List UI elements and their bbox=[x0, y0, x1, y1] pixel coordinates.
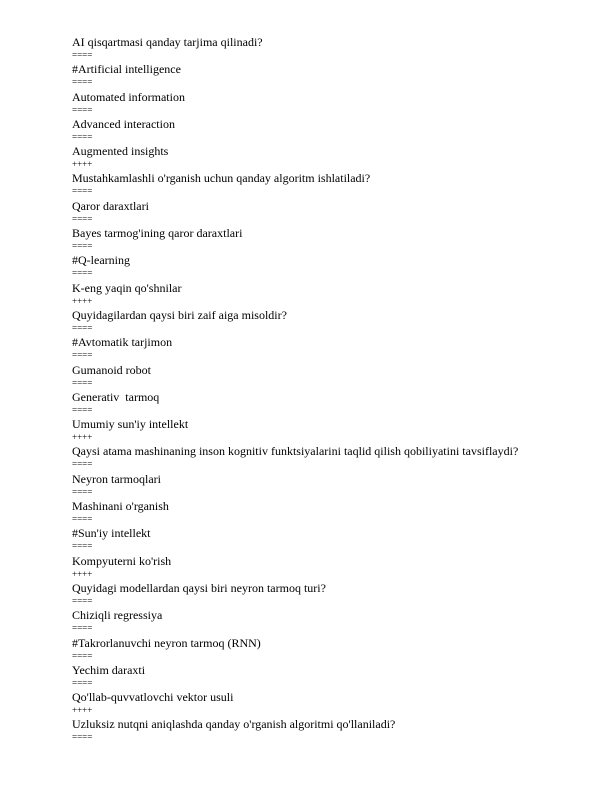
text-line: #Q-learning bbox=[72, 253, 130, 268]
option-separator: ==== bbox=[72, 131, 93, 142]
option-separator: ==== bbox=[72, 623, 93, 634]
option-separator: ==== bbox=[72, 732, 93, 743]
option-separator: ==== bbox=[72, 186, 93, 197]
text-line: Generativ tarmoq bbox=[72, 389, 160, 404]
text-line: Automated information bbox=[72, 89, 185, 104]
question-separator: ++++ bbox=[72, 295, 93, 306]
option-separator: ==== bbox=[72, 514, 93, 525]
option-separator: ==== bbox=[72, 322, 93, 333]
text-line: Umumiy sun'iy intellekt bbox=[72, 417, 189, 432]
text-line: AI qisqartmasi qanday tarjima qilinadi? bbox=[72, 35, 263, 49]
option-separator: ==== bbox=[72, 241, 93, 252]
option-separator: ==== bbox=[72, 595, 93, 606]
option-separator: ==== bbox=[72, 541, 93, 552]
option-separator: ==== bbox=[72, 677, 93, 688]
text-line: Neyron tarmoqlari bbox=[72, 471, 161, 486]
text-line: Qaysi atama mashinaning inson kognitiv funktsiyalarini taqlid qilish qobiliyatini tavsiflaydi? bbox=[72, 444, 519, 459]
option-separator: ==== bbox=[72, 50, 93, 60]
text-line: Qaror daraxtlari bbox=[72, 198, 149, 213]
option-separator: ==== bbox=[72, 650, 93, 661]
text-line: Quyidagilardan qaysi biri zaif aiga misoldir? bbox=[72, 307, 287, 322]
question-separator: ++++ bbox=[72, 432, 93, 443]
question-separator: ++++ bbox=[72, 705, 93, 716]
text-line: Mashinani o'rganish bbox=[72, 499, 169, 514]
text-line: K-eng yaqin qo'shnilar bbox=[72, 280, 182, 295]
option-separator: ==== bbox=[72, 104, 93, 115]
option-separator: ==== bbox=[72, 350, 93, 361]
option-separator: ==== bbox=[72, 486, 93, 497]
text-line: #Artificial intelligence bbox=[72, 62, 181, 77]
option-separator: ==== bbox=[72, 377, 93, 388]
text-line: Gumanoid robot bbox=[72, 362, 151, 377]
option-separator: ==== bbox=[72, 459, 93, 470]
quiz-text-body bbox=[72, 34, 572, 744]
text-line: Kompyuterni ko'rish bbox=[72, 553, 172, 568]
option-separator: ==== bbox=[72, 268, 93, 279]
text-line: Mustahkamlashli o'rganish uchun qanday algoritm ishlatiladi? bbox=[72, 171, 371, 186]
text-line: #Sun'iy intellekt bbox=[72, 526, 151, 541]
text-line: Uzluksiz nutqni aniqlashda qanday o'rganish algoritmi qo'llaniladi? bbox=[72, 717, 396, 732]
text-line: #Avtomatik tarjimon bbox=[72, 335, 173, 350]
text-line: Bayes tarmog'ining qaror daraxtlari bbox=[72, 226, 243, 241]
text-line: Augmented insights bbox=[72, 144, 169, 159]
text-line: Advanced interaction bbox=[72, 116, 175, 131]
text-line: #Takrorlanuvchi neyron tarmoq (RNN) bbox=[72, 635, 261, 650]
text-line: Chiziqli regressiya bbox=[72, 608, 163, 623]
question-separator: ++++ bbox=[72, 568, 93, 579]
text-line: Quyidagi modellardan qaysi biri neyron tarmoq turi? bbox=[72, 580, 326, 595]
text-line: Yechim daraxti bbox=[72, 662, 146, 677]
text-line: Qo'llab-quvvatlovchi vektor usuli bbox=[72, 690, 234, 705]
option-separator: ==== bbox=[72, 213, 93, 224]
option-separator: ==== bbox=[72, 404, 93, 415]
question-separator: ++++ bbox=[72, 159, 93, 170]
option-separator: ==== bbox=[72, 77, 93, 88]
